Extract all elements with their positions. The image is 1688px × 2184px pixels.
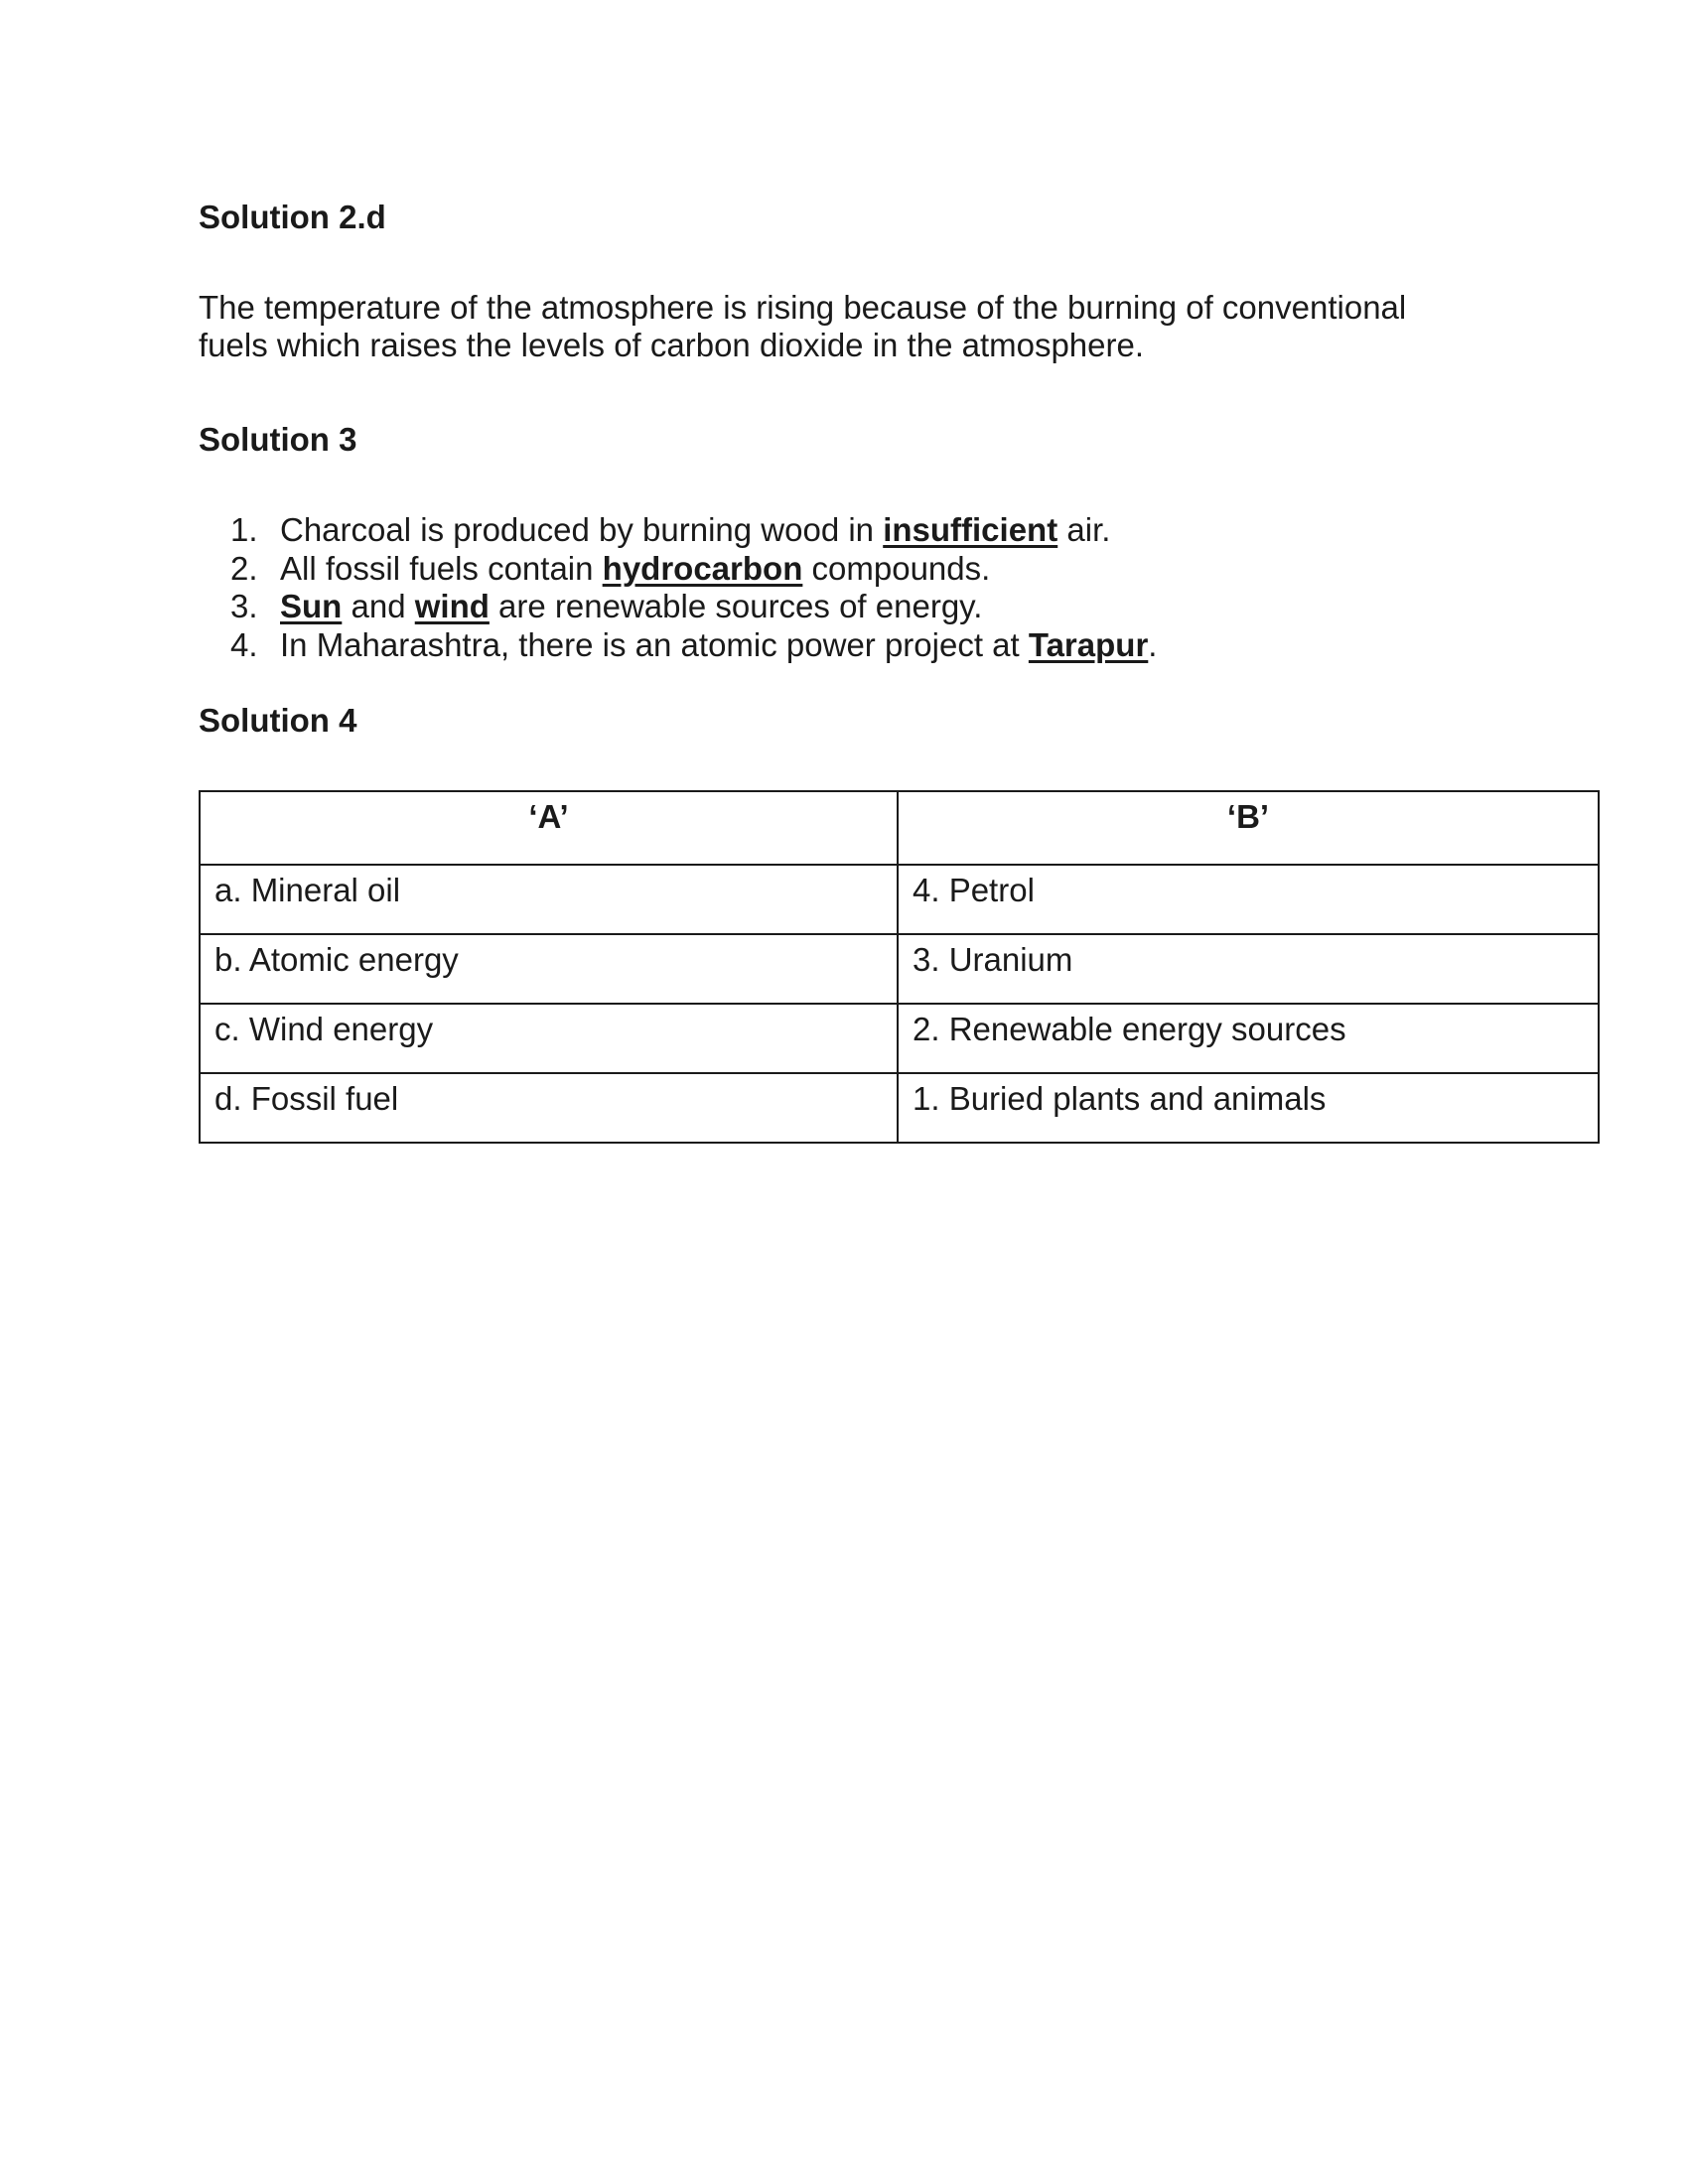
list-item bbox=[199, 511, 1157, 550]
item-text: compounds. bbox=[802, 549, 991, 587]
table-cell: 1. Buried plants and animals bbox=[898, 1073, 1599, 1143]
table-row bbox=[200, 865, 1599, 934]
table-row bbox=[200, 1004, 1599, 1073]
paragraph-line: fuels which raises the levels of carbon dioxide in the atmosphere. bbox=[199, 327, 1145, 363]
table-cell: 3. Uranium bbox=[898, 934, 1599, 1004]
answer-word: Sun bbox=[280, 588, 343, 624]
list-item bbox=[199, 550, 1157, 589]
column-header-b: ‘B’ bbox=[898, 791, 1599, 865]
item-number: 4. bbox=[230, 625, 258, 663]
answer-word: hydrocarbon bbox=[602, 549, 803, 587]
column-header-a: ‘A’ bbox=[200, 791, 898, 865]
item-number: 2. bbox=[230, 549, 258, 587]
item-text: In Maharashtra, there is an atomic power project at bbox=[280, 625, 1029, 663]
table-header-row bbox=[200, 791, 1599, 865]
solution-3-heading: Solution 3 bbox=[199, 421, 357, 458]
solution-4-heading: Solution 4 bbox=[199, 702, 357, 739]
paragraph-line: The temperature of the atmosphere is rising because of the burning of conventional bbox=[199, 289, 1407, 326]
table-row bbox=[200, 934, 1599, 1004]
item-text: air. bbox=[1057, 511, 1111, 548]
answer-word: wind bbox=[414, 588, 490, 624]
answer-word: insufficient bbox=[883, 511, 1058, 548]
table-cell: d. Fossil fuel bbox=[200, 1073, 898, 1143]
table-cell: 4. Petrol bbox=[898, 865, 1599, 934]
solution-2d-paragraph bbox=[199, 289, 1489, 364]
table-cell: 2. Renewable energy sources bbox=[898, 1004, 1599, 1073]
table-cell: c. Wind energy bbox=[200, 1004, 898, 1073]
solution-2d-heading: Solution 2.d bbox=[199, 199, 386, 235]
item-text: . bbox=[1148, 625, 1158, 663]
item-text: Charcoal is produced by burning wood in bbox=[280, 511, 884, 548]
list-item bbox=[199, 626, 1157, 665]
item-text: All fossil fuels contain bbox=[280, 549, 603, 587]
item-text: are renewable sources of energy. bbox=[489, 588, 983, 624]
table-cell: b. Atomic energy bbox=[200, 934, 898, 1004]
list-item bbox=[199, 588, 1157, 626]
item-number: 3. bbox=[230, 588, 258, 624]
item-number: 1. bbox=[230, 511, 258, 548]
table-cell: a. Mineral oil bbox=[200, 865, 898, 934]
fill-in-blanks-list bbox=[199, 511, 1157, 664]
match-table bbox=[199, 790, 1600, 1144]
item-text: and bbox=[342, 588, 415, 624]
answer-word: Tarapur bbox=[1028, 625, 1149, 663]
table-row bbox=[200, 1073, 1599, 1143]
